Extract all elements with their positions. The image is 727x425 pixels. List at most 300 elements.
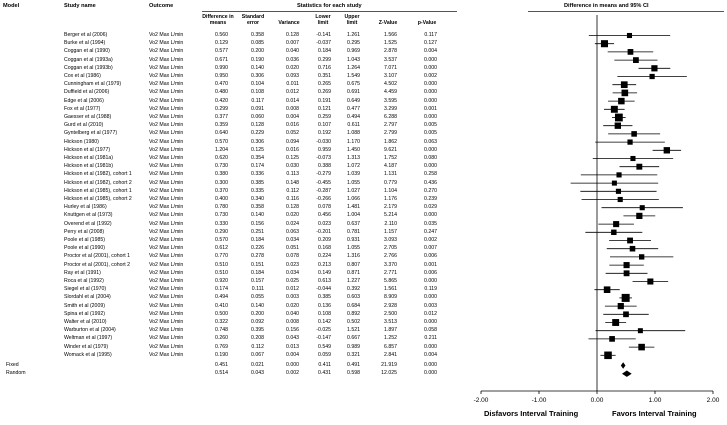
- cell-lower: -0.266: [316, 196, 331, 202]
- cell-lower: 0.549: [318, 343, 331, 350]
- cell-se: 0.358: [251, 32, 264, 38]
- outcome-cell: Vo2 Max L/min: [149, 245, 184, 252]
- cell-p: 0.003: [424, 302, 437, 309]
- cell-p: 0.006: [424, 253, 437, 260]
- cell-var: 0.007: [286, 40, 299, 47]
- cell-se: 0.190: [251, 56, 264, 63]
- cell-upper: 1.055: [347, 245, 360, 252]
- col-header-z: Z-Value: [378, 20, 398, 26]
- outcome-cell: Vo2 Max L/min: [149, 64, 184, 71]
- study-point: [624, 270, 630, 276]
- study-name: Hickson et al (1985), cohort 1: [64, 187, 132, 194]
- cell-z: 1.252: [384, 335, 397, 342]
- study-point: [604, 352, 612, 360]
- cell-var: 0.148: [286, 179, 299, 186]
- cell-upper: 0.392: [347, 286, 360, 293]
- cell-upper: 0.871: [347, 269, 360, 276]
- cell-se: 0.395: [251, 327, 264, 334]
- cell-upper: 1.450: [347, 146, 360, 153]
- cell-p: 0.000: [424, 319, 437, 325]
- cell-var: 0.008: [286, 105, 299, 112]
- cell-lower: -0.141: [316, 32, 331, 38]
- cell-p: 0.211: [424, 335, 437, 342]
- cell-diff: 0.420: [215, 97, 228, 104]
- cell-upper: 0.603: [347, 294, 360, 301]
- cell-var: 0.013: [286, 343, 299, 350]
- outcome-cell: Vo2 Max L/min: [149, 105, 184, 112]
- study-name: Cunningham et al (1979): [64, 81, 122, 88]
- cell-lower: -0.147: [316, 335, 331, 342]
- cell-diff: 0.780: [215, 204, 228, 211]
- cell-var: 0.014: [286, 97, 299, 104]
- study-name: Hickson et al (1982), cohort 1: [64, 171, 132, 178]
- study-point: [627, 139, 632, 144]
- cell-upper: 0.502: [347, 319, 360, 325]
- outcome-cell: Vo2 Max L/min: [149, 278, 184, 284]
- study-point: [622, 90, 629, 97]
- cell-se: 0.140: [251, 302, 264, 309]
- cell-upper: 0.892: [347, 310, 360, 317]
- cell-z: 2.179: [384, 204, 397, 211]
- cell-var: 0.020: [286, 302, 299, 309]
- cell-p: 0.000: [424, 146, 437, 153]
- study-point: [615, 123, 621, 129]
- cell-var: 0.004: [286, 114, 299, 120]
- outcome-cell: Vo2 Max L/min: [149, 187, 184, 194]
- study-name: Hickson (1980): [64, 138, 99, 145]
- cell-diff: 0.570: [215, 237, 228, 243]
- cell-se: 0.306: [251, 73, 264, 79]
- study-name: Coggan et al (1993b): [64, 64, 113, 71]
- cell-var: 0.128: [286, 204, 299, 211]
- cell-var: 0.036: [286, 56, 299, 63]
- col-header-lower: Lower limit: [315, 14, 331, 26]
- cell-diff: 0.299: [215, 105, 228, 112]
- study-name: Warburton et al (2004): [64, 327, 116, 334]
- cell-var: 0.040: [286, 310, 299, 317]
- x-tick-label: 2.00: [706, 397, 720, 404]
- cell-upper: 0.494: [347, 114, 360, 120]
- outcome-cell: Vo2 Max L/min: [149, 89, 184, 96]
- study-name: Gurd et al (2010): [64, 122, 104, 129]
- cell-z: 3.513: [384, 319, 397, 325]
- cell-se: 0.278: [251, 253, 264, 260]
- outcome-cell: Vo2 Max L/min: [149, 351, 184, 358]
- cell-z: 2.797: [384, 122, 397, 129]
- cell-p: 0.000: [424, 114, 437, 120]
- cell-p: 0.117: [424, 32, 437, 38]
- study-name: Hickson et al (1981a): [64, 155, 114, 161]
- study-name: Overend et al (1992): [64, 220, 112, 227]
- cell-diff: 0.640: [215, 130, 228, 137]
- cell-se: 0.151: [251, 261, 264, 268]
- cell-z: 5.865: [384, 278, 397, 284]
- cell-diff: 0.400: [215, 196, 228, 202]
- cell-se: 0.067: [251, 351, 264, 358]
- cell-var: 0.051: [286, 245, 299, 252]
- cell-diff: 0.370: [215, 187, 228, 194]
- cell-p: 0.258: [424, 171, 437, 178]
- cell-lower: -0.279: [316, 171, 331, 178]
- cell-se: 0.200: [251, 48, 264, 55]
- cell-upper: 1.039: [347, 171, 360, 178]
- cell-p: 0.000: [424, 89, 437, 96]
- outcome-cell: Vo2 Max L/min: [149, 163, 184, 170]
- cell-diff: 1.204: [215, 146, 228, 153]
- outcome-cell: Vo2 Max L/min: [149, 269, 184, 276]
- cell-z: 5.214: [384, 212, 397, 219]
- summary-se: 0.043: [251, 370, 264, 377]
- cell-diff: 0.577: [215, 48, 228, 55]
- cell-lower: -0.073: [316, 155, 331, 161]
- summary-p: 0.000: [424, 370, 437, 377]
- cell-lower: 0.184: [318, 48, 331, 55]
- cell-var: 0.078: [286, 253, 299, 260]
- outcome-cell: Vo2 Max L/min: [149, 335, 184, 342]
- study-name: Poole et al (1985): [64, 237, 105, 243]
- study-name: Slordahl et al (2004): [64, 294, 111, 301]
- study-point: [618, 98, 624, 104]
- study-name: Winder et al (1979): [64, 343, 109, 350]
- study-point: [638, 328, 643, 333]
- outcome-cell: Vo2 Max L/min: [149, 327, 184, 334]
- cell-p: 0.004: [424, 351, 437, 358]
- cell-lower: 0.385: [318, 294, 331, 301]
- cell-se: 0.112: [251, 343, 264, 350]
- study-point: [649, 74, 654, 79]
- cell-upper: 1.227: [347, 278, 360, 284]
- cell-z: 4.187: [384, 163, 397, 170]
- study-point: [636, 164, 642, 170]
- study-point: [618, 197, 623, 202]
- cell-upper: 1.313: [347, 155, 360, 161]
- cell-p: 0.000: [424, 81, 437, 88]
- cell-var: 0.093: [286, 73, 299, 79]
- cell-lower: 0.023: [318, 220, 331, 227]
- outcome-cell: Vo2 Max L/min: [149, 310, 184, 317]
- study-point: [622, 294, 630, 302]
- cell-upper: 0.637: [347, 220, 360, 227]
- study-point: [664, 147, 670, 153]
- study-name: Smith et al (2009): [64, 302, 105, 309]
- cell-p: 0.000: [424, 56, 437, 63]
- study-point: [651, 65, 657, 71]
- cell-diff: 0.190: [215, 351, 228, 358]
- cell-diff: 0.510: [215, 269, 228, 276]
- col-header-diff: Difference in means: [202, 14, 234, 26]
- cell-var: 0.020: [286, 212, 299, 219]
- cell-z: 2.705: [384, 245, 397, 252]
- cell-z: 3.107: [384, 73, 397, 79]
- study-point: [613, 221, 619, 227]
- outcome-cell: Vo2 Max L/min: [149, 286, 184, 293]
- cell-upper: 0.969: [347, 48, 360, 55]
- cell-upper: 0.684: [347, 302, 360, 309]
- summary-p: 0.000: [424, 362, 437, 368]
- cell-lower: 0.192: [318, 130, 331, 137]
- summary-diff: 0.514: [215, 370, 228, 377]
- study-point: [618, 303, 624, 309]
- cell-z: 2.928: [384, 302, 397, 309]
- cell-z: 4.459: [384, 89, 397, 96]
- cell-z: 1.131: [384, 171, 397, 178]
- study-point: [638, 344, 645, 351]
- cell-se: 0.125: [251, 146, 264, 153]
- cell-se: 0.108: [251, 89, 264, 96]
- cell-z: 0.779: [384, 179, 397, 186]
- cell-var: 0.011: [286, 81, 299, 88]
- cell-upper: 1.170: [347, 138, 360, 145]
- cell-var: 0.003: [286, 294, 299, 301]
- cell-var: 0.156: [286, 327, 299, 334]
- cell-upper: 0.321: [347, 351, 360, 358]
- summary-var: 0.002: [286, 370, 299, 377]
- cell-upper: 0.807: [347, 261, 360, 268]
- summary-se: 0.021: [251, 362, 264, 368]
- cell-lower: -0.037: [316, 40, 331, 47]
- study-name: Gyntelberg et al (1977): [64, 130, 118, 137]
- cell-var: 0.023: [286, 261, 299, 268]
- favors-label: Favors Interval Training: [612, 409, 697, 418]
- cell-se: 0.157: [251, 278, 264, 284]
- outcome-cell: Vo2 Max L/min: [149, 40, 184, 47]
- cell-z: 7.071: [384, 64, 397, 71]
- study-name: Siegel et al (1970): [64, 286, 107, 293]
- cell-diff: 0.322: [215, 319, 228, 325]
- summary-model: Random: [6, 370, 26, 377]
- cell-upper: 1.481: [347, 204, 360, 211]
- cell-lower: 0.613: [318, 278, 331, 284]
- cell-lower: -0.287: [316, 187, 331, 194]
- study-point: [624, 262, 630, 268]
- outcome-cell: Vo2 Max L/min: [149, 73, 184, 79]
- cell-diff: 0.380: [215, 171, 228, 178]
- study-point: [611, 106, 618, 113]
- cell-diff: 0.950: [215, 73, 228, 79]
- cell-p: 0.127: [424, 40, 437, 47]
- outcome-cell: Vo2 Max L/min: [149, 204, 184, 211]
- cell-p: 0.007: [424, 245, 437, 252]
- cell-lower: 0.716: [318, 64, 331, 71]
- study-name: Duffield et al (2006): [64, 89, 110, 96]
- cell-diff: 0.570: [215, 138, 228, 145]
- cell-lower: 0.108: [318, 310, 331, 317]
- model-header: Model: [3, 3, 20, 9]
- cell-diff: 0.620: [215, 155, 228, 161]
- cell-se: 0.208: [251, 335, 264, 342]
- outcome-cell: Vo2 Max L/min: [149, 114, 184, 120]
- cell-lower: 0.351: [318, 73, 331, 79]
- cell-diff: 0.730: [215, 212, 228, 219]
- cell-p: 0.000: [424, 343, 437, 350]
- summary-lower: 0.411: [318, 362, 331, 368]
- cell-upper: 0.931: [347, 237, 360, 243]
- cell-lower: 0.213: [318, 261, 331, 268]
- cell-var: 0.012: [286, 89, 299, 96]
- x-tick-label: -2.00: [473, 397, 489, 404]
- cell-lower: 0.168: [318, 245, 331, 252]
- study-point: [630, 246, 636, 252]
- cell-upper: 0.295: [347, 40, 360, 47]
- cell-var: 0.025: [286, 278, 299, 284]
- cell-upper: 0.477: [347, 105, 360, 112]
- cell-lower: 0.149: [318, 269, 331, 276]
- cell-p: 0.001: [424, 261, 437, 268]
- cell-var: 0.040: [286, 48, 299, 55]
- cell-z: 1.897: [384, 327, 397, 334]
- summary-upper: 0.491: [347, 362, 360, 368]
- cell-lower: 0.142: [318, 319, 331, 325]
- cell-diff: 0.990: [215, 64, 228, 71]
- cell-p: 0.006: [424, 269, 437, 276]
- cell-z: 3.595: [384, 97, 397, 104]
- outcome-cell: Vo2 Max L/min: [149, 196, 184, 202]
- summary-diamond: [622, 371, 632, 377]
- x-tick-label: 1.00: [648, 397, 662, 404]
- cell-diff: 0.174: [215, 286, 228, 293]
- study-point: [601, 40, 608, 47]
- col-header-p: p-Value: [417, 20, 437, 26]
- study-name: Hickson et al (1982), cohort 2: [64, 179, 132, 186]
- study-point: [647, 278, 653, 284]
- cell-var: 0.043: [286, 335, 299, 342]
- outcome-cell: Vo2 Max L/min: [149, 56, 184, 63]
- cell-z: 3.093: [384, 237, 397, 243]
- cell-se: 0.117: [251, 97, 264, 104]
- cell-z: 4.502: [384, 81, 397, 88]
- cell-lower: 0.388: [318, 163, 331, 170]
- cell-lower: 0.209: [318, 237, 331, 243]
- cell-se: 0.092: [251, 319, 264, 325]
- cell-diff: 0.671: [215, 56, 228, 63]
- cell-z: 6.288: [384, 114, 397, 120]
- outcome-cell: Vo2 Max L/min: [149, 228, 184, 235]
- cell-var: 0.063: [286, 228, 299, 235]
- study-name: Spina et al (1992): [64, 310, 105, 317]
- outcome-cell: Vo2 Max L/min: [149, 253, 184, 260]
- cell-se: 0.340: [251, 196, 264, 202]
- cell-var: 0.016: [286, 122, 299, 129]
- summary-lower: 0.431: [318, 370, 331, 377]
- cell-diff: 0.510: [215, 261, 228, 268]
- cell-se: 0.111: [251, 286, 264, 293]
- cell-se: 0.140: [251, 64, 264, 71]
- outcome-cell: Vo2 Max L/min: [149, 212, 184, 219]
- study-point: [640, 205, 645, 210]
- cell-upper: 0.989: [347, 343, 360, 350]
- cell-p: 0.004: [424, 48, 437, 55]
- cell-lower: 0.121: [318, 105, 331, 112]
- cell-var: 0.116: [286, 196, 299, 202]
- cell-z: 1.525: [384, 40, 397, 47]
- cell-z: 6.857: [384, 343, 397, 350]
- cell-lower: -0.044: [316, 286, 331, 293]
- outcome-cell: Vo2 Max L/min: [149, 97, 184, 104]
- study-point: [616, 189, 621, 194]
- cell-upper: 1.004: [347, 212, 360, 219]
- cell-se: 0.055: [251, 294, 264, 301]
- study-name: Berger et al (2006): [64, 32, 108, 38]
- cell-upper: 1.043: [347, 56, 360, 63]
- cell-diff: 0.560: [215, 32, 228, 38]
- cell-p: 0.029: [424, 204, 437, 211]
- cell-p: 0.058: [424, 327, 437, 334]
- summary-z: 12.025: [381, 370, 397, 377]
- cell-lower: 0.456: [318, 212, 331, 219]
- study-name: Edge et al (2006): [64, 97, 104, 104]
- outcome-cell: Vo2 Max L/min: [149, 48, 184, 55]
- cell-diff: 0.494: [215, 294, 228, 301]
- cell-p: 0.270: [424, 187, 437, 194]
- cell-z: 2.500: [384, 310, 397, 317]
- cell-z: 3.299: [384, 105, 397, 112]
- cell-z: 9.621: [384, 146, 397, 153]
- cell-diff: 0.769: [215, 343, 228, 350]
- summary-diamond: [621, 362, 626, 368]
- study-name: Coggan et al (1993a): [64, 56, 113, 63]
- outcome-header: Outcome: [149, 3, 174, 9]
- cell-upper: 1.261: [347, 32, 360, 38]
- cell-se: 0.385: [251, 179, 264, 186]
- cell-lower: 0.107: [318, 122, 331, 129]
- stats-title: Statistics for each study: [297, 3, 362, 9]
- cell-se: 0.251: [251, 228, 264, 235]
- cell-se: 0.354: [251, 155, 264, 161]
- study-name-header: Study name: [64, 3, 96, 9]
- outcome-cell: Vo2 Max L/min: [149, 261, 184, 268]
- outcome-cell: Vo2 Max L/min: [149, 130, 184, 137]
- study-point: [604, 286, 611, 293]
- cell-upper: 0.649: [347, 97, 360, 104]
- cell-lower: -0.025: [316, 327, 331, 334]
- cell-se: 0.140: [251, 212, 264, 219]
- cell-lower: -0.030: [316, 138, 331, 145]
- cell-lower: 0.191: [318, 97, 331, 104]
- cell-se: 0.184: [251, 237, 264, 243]
- col-header-var: Variance: [278, 20, 300, 26]
- study-name: Proctor et al (2001), cohort 1: [64, 253, 131, 260]
- cell-z: 1.157: [384, 228, 397, 235]
- study-name: Walter et al (2010): [64, 319, 107, 325]
- col-header-upper: Upper limit: [344, 14, 360, 26]
- study-point: [609, 336, 615, 342]
- cell-lower: 0.265: [318, 81, 331, 88]
- study-name: Hickson et al (1985), cohort 2: [64, 196, 132, 202]
- outcome-cell: Vo2 Max L/min: [149, 146, 184, 153]
- cell-p: 0.000: [424, 163, 437, 170]
- cell-z: 1.752: [384, 155, 397, 161]
- cell-z: 2.771: [384, 269, 397, 276]
- col-header-se: Standard error: [241, 14, 265, 26]
- study-point: [627, 33, 632, 38]
- cell-z: 2.799: [384, 130, 397, 137]
- cell-se: 0.200: [251, 310, 264, 317]
- study-point: [623, 311, 629, 317]
- study-point: [612, 181, 617, 186]
- cell-var: 0.112: [286, 187, 299, 194]
- study-name: Hickson et al (1977): [64, 146, 111, 153]
- study-name: Gaesser et al (1988): [64, 114, 112, 120]
- cell-upper: 1.316: [347, 253, 360, 260]
- summary-diff: 0.451: [215, 362, 228, 368]
- cell-p: 0.436: [424, 179, 437, 186]
- cell-upper: 1.066: [347, 196, 360, 202]
- cell-diff: 0.480: [215, 89, 228, 96]
- cell-se: 0.335: [251, 187, 264, 194]
- study-point: [631, 131, 637, 137]
- summary-z: 21.919: [381, 362, 397, 368]
- cell-se: 0.128: [251, 122, 264, 129]
